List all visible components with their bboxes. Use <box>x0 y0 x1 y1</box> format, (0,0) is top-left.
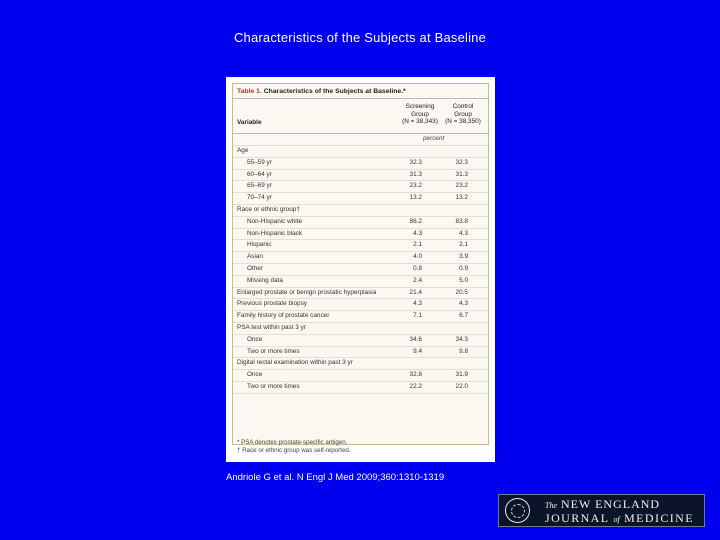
table-row <box>233 146 488 158</box>
table-row <box>233 217 488 229</box>
nejm-logo <box>498 494 705 527</box>
logo-journal: JOURNAL <box>545 511 610 525</box>
control-value: 9.8 <box>459 347 468 355</box>
row-label: 55–59 yr <box>247 158 272 166</box>
row-label: 65–69 yr <box>247 182 272 190</box>
control-group-header <box>439 103 487 126</box>
screening-value: 86.2 <box>409 217 422 225</box>
table-row <box>233 323 488 335</box>
table-row <box>233 264 488 276</box>
table-caption <box>233 84 488 99</box>
citation: Andriole G et al. N Engl J Med 2009;360:1310-1319 <box>226 472 445 483</box>
row-label: Enlarged prostate or benign prostatic hyperplasia <box>237 288 377 296</box>
header-line: Group <box>454 110 472 118</box>
screening-value: 0.8 <box>413 264 422 272</box>
table-header <box>233 99 488 134</box>
control-value: 32.3 <box>455 158 468 166</box>
control-value: 31.3 <box>455 170 468 178</box>
control-value: 83.8 <box>455 217 468 225</box>
control-value: 5.0 <box>459 276 468 284</box>
nejm-wordmark <box>545 498 694 526</box>
screening-value: 31.3 <box>409 170 422 178</box>
control-value: 23.2 <box>455 182 468 190</box>
control-value: 4.3 <box>459 300 468 308</box>
header-line: Control <box>452 103 474 110</box>
row-label: Race or ethnic group† <box>237 205 300 213</box>
footnote: * PSA denotes prostate-specific antigen. <box>237 439 348 446</box>
screening-value: 21.4 <box>409 288 422 296</box>
table-image <box>226 77 495 462</box>
screening-value: 4.3 <box>413 300 422 308</box>
row-label: Missing data <box>247 276 283 284</box>
row-label: Two or more times <box>247 347 300 355</box>
table-row <box>233 347 488 359</box>
logo-medicine: MEDICINE <box>624 511 694 525</box>
screening-value: 4.3 <box>413 229 422 237</box>
row-label: Non-Hispanic black <box>247 229 303 237</box>
screening-value: 22.2 <box>409 382 422 390</box>
control-value: 6.7 <box>459 312 468 320</box>
screening-value: 2.4 <box>413 276 422 284</box>
row-label: PSA test within past 3 yr <box>237 323 306 331</box>
screening-value: 32.3 <box>409 158 422 166</box>
seal-icon <box>505 498 530 523</box>
header-line: Group <box>411 110 429 118</box>
table-row <box>233 358 488 370</box>
table-row <box>233 229 488 241</box>
screening-value: 23.2 <box>409 182 422 190</box>
table-row <box>233 335 488 347</box>
control-value: 4.3 <box>459 229 468 237</box>
control-value: 0.9 <box>459 264 468 272</box>
logo-the: The <box>545 501 557 510</box>
control-value: 34.3 <box>455 335 468 343</box>
row-label: Once <box>247 371 263 379</box>
units-label: percent <box>423 135 445 142</box>
control-value: 31.9 <box>455 371 468 379</box>
logo-line1: NEW ENGLAND <box>561 497 661 511</box>
row-label: Other <box>247 264 263 272</box>
control-value: 22.0 <box>455 382 468 390</box>
table-body <box>233 146 488 394</box>
row-label: Family history of prostate cancer <box>237 312 330 320</box>
logo-of: of <box>613 515 620 524</box>
screening-group-header <box>396 103 444 126</box>
table-row <box>233 193 488 205</box>
row-label: 70–74 yr <box>247 194 272 202</box>
table-row <box>233 311 488 323</box>
table-number: Table 1. <box>237 88 262 95</box>
table-row <box>233 158 488 170</box>
control-value: 3.9 <box>459 253 468 261</box>
screening-value: 2.1 <box>413 241 422 249</box>
screening-value: 13.2 <box>409 194 422 202</box>
table-row <box>233 252 488 264</box>
table-row <box>233 240 488 252</box>
control-value: 13.2 <box>455 194 468 202</box>
screening-value: 7.1 <box>413 312 422 320</box>
control-value: 20.5 <box>455 288 468 296</box>
screening-value: 9.4 <box>413 347 422 355</box>
row-label: Once <box>247 335 263 343</box>
slide-title: Characteristics of the Subjects at Baseline <box>233 30 487 45</box>
table-row <box>233 170 488 182</box>
screening-value: 32.8 <box>409 371 422 379</box>
row-label: Digital rectal examination within past 3 yr <box>237 359 353 367</box>
table-title: Characteristics of the Subjects at Baseline.* <box>263 88 406 95</box>
variable-header: Variable <box>237 119 262 126</box>
row-label: Age <box>237 147 249 154</box>
header-line: Screening <box>405 103 435 110</box>
header-line: (N = 38,343) <box>402 118 438 125</box>
table-row <box>233 288 488 300</box>
control-value: 2.1 <box>459 241 468 249</box>
row-label: Non-Hispanic white <box>247 217 303 225</box>
table-row <box>233 205 488 217</box>
row-label: Hispanic <box>247 241 272 249</box>
row-label: Previous prostate biopsy <box>237 300 307 308</box>
table-footnotes <box>233 439 355 455</box>
units-row <box>233 134 488 146</box>
table-row <box>233 382 488 394</box>
table-panel <box>232 83 489 454</box>
row-label: Two or more times <box>247 382 300 390</box>
table-row <box>233 370 488 382</box>
row-label: 60–64 yr <box>247 170 272 178</box>
table-row <box>233 299 488 311</box>
footnote: † Race or ethnic group was self-reported. <box>237 447 351 454</box>
header-line: (N = 38,350) <box>445 118 481 125</box>
screening-value: 4.0 <box>413 253 422 261</box>
table-row <box>233 276 488 288</box>
row-label: Asian <box>247 253 263 261</box>
table-row <box>233 181 488 193</box>
screening-value: 34.6 <box>409 335 422 343</box>
